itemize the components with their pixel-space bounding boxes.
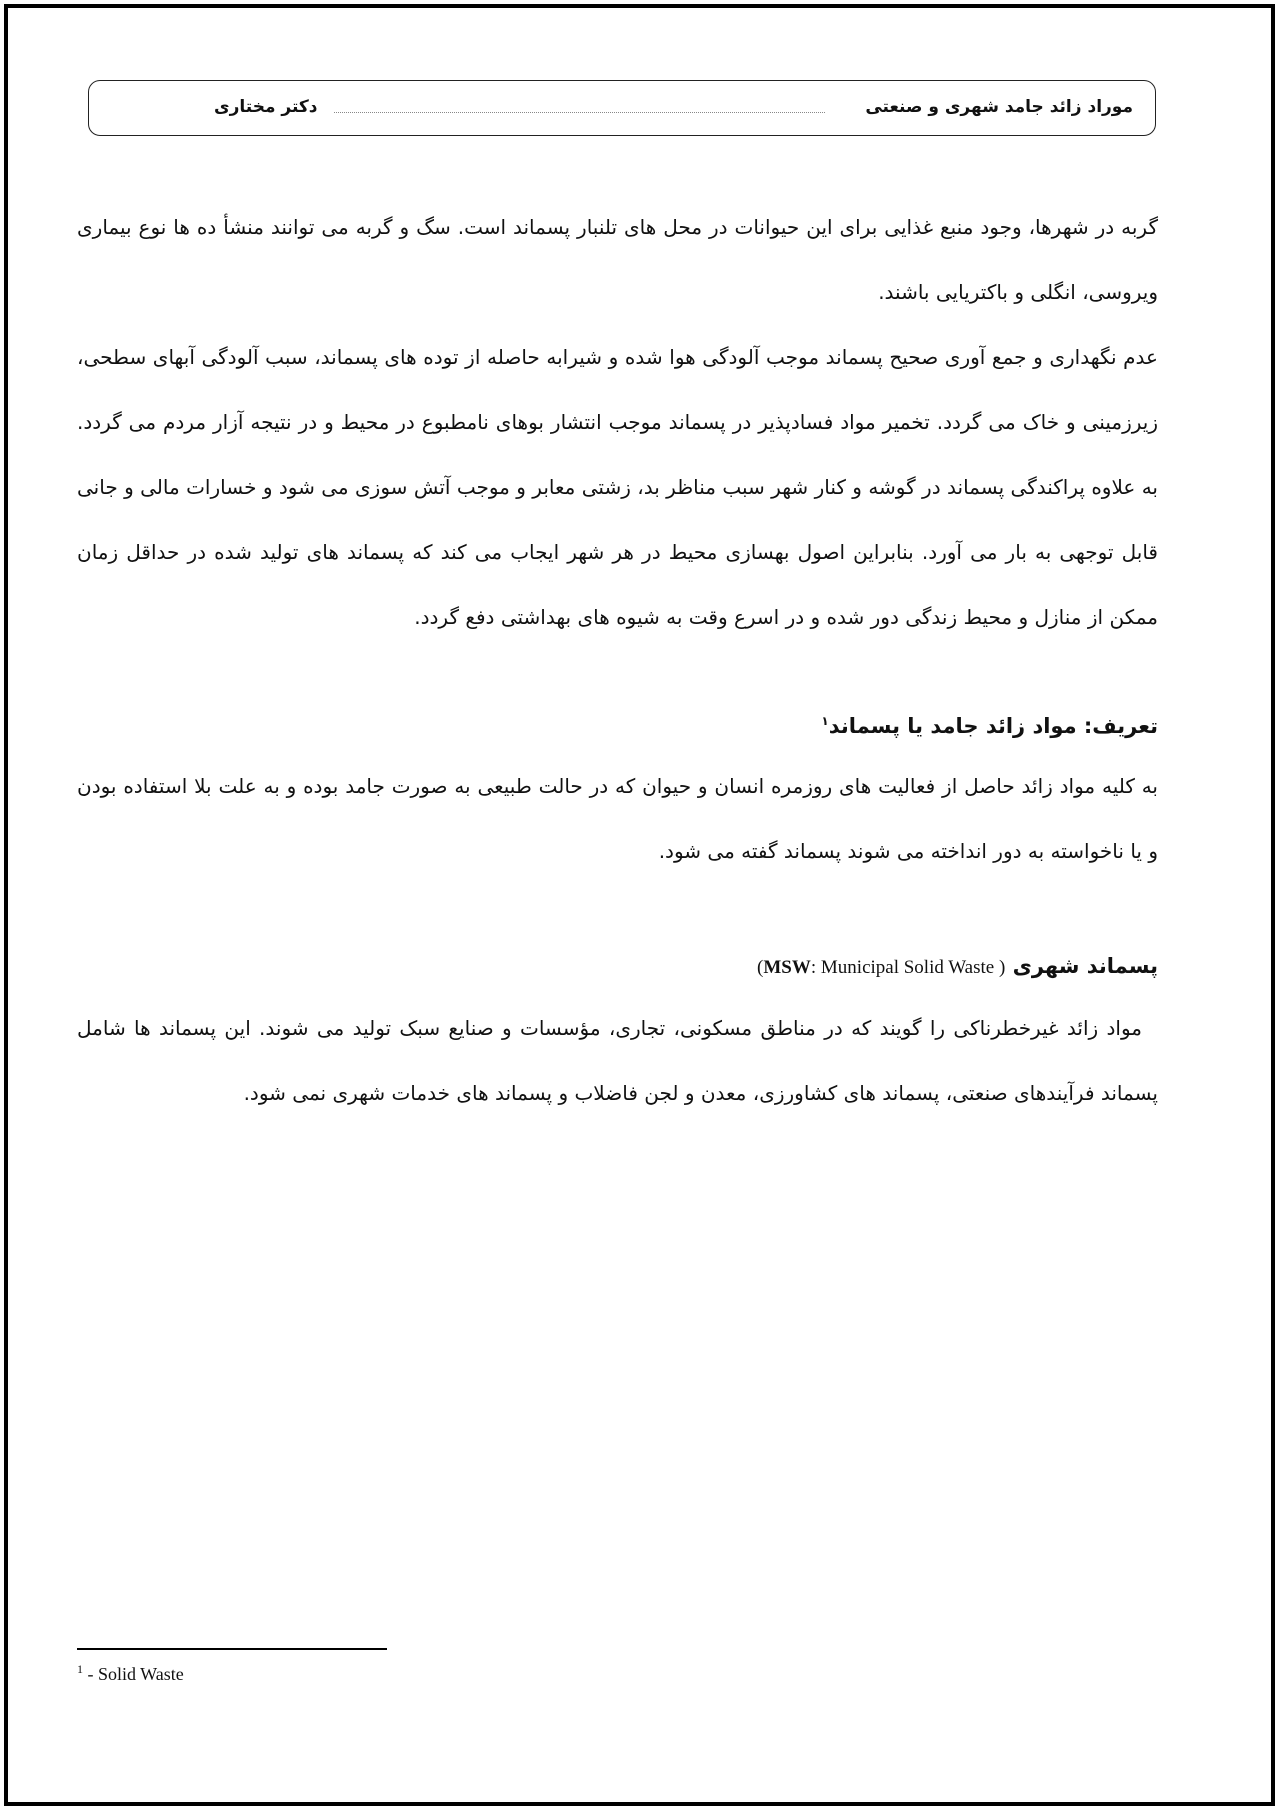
footnote-divider	[77, 1648, 387, 1650]
paragraph-pollution: عدم نگهداری و جمع آوری صحیح پسماند موجب آلودگی هوا شده و شیرابه حاصله از توده های پسماند، سبب آلودگی آبهای سطحی، زیرزمینی و خاک می گردد. تخمیر مواد فسادپذیر در پسماند موجب انتشار بوهای نامطبوع در محیط و در نتیجه آزار مردم می گردد. به علاوه پراکندگی پسماند در گوشه و کنار شهر سبب مناظر بد، زشتی معابر و موجب آتش سوزی می شود و خسارات مالی و جانی قابل توجهی به بار می آورد. بنابراین اصول بهسازی محیط در هر شهر ایجاب می کند که پسماند های تولید شده در حداقل زمان ممکن از منازل و محیط زندگی دور شده و در اسرع وقت به شیوه های بهداشتی دفع گردد.	[77, 345, 1158, 629]
header-title: موراد زائد جامد شهری و صنعتی	[865, 97, 1133, 117]
spacer	[77, 650, 1158, 698]
header-author: دکتر مختاری	[214, 97, 318, 117]
msw-english-term	[757, 957, 1005, 978]
footnote-number: 1	[77, 1662, 83, 1676]
open-paren: (	[757, 957, 764, 978]
close-paren: )	[998, 957, 1006, 978]
footnote-reference: ۱	[821, 714, 829, 728]
definition-heading-text: تعریف: مواد زائد جامد یا پسماند	[828, 714, 1158, 738]
definition-heading	[77, 698, 1158, 754]
header-dotted-divider	[334, 112, 825, 113]
msw-heading-text: پسماند شهری	[1012, 954, 1158, 978]
footnote	[77, 1662, 184, 1685]
page-header	[88, 80, 1156, 136]
paragraph-intro: گربه در شهرها، وجود منبع غذایی برای این حیوانات در محل های تلنبار پسماند است. سگ و گربه می توانند منشأ ده ها نوع بیماری ویروسی، انگلی و باکتریایی باشند.	[77, 215, 1158, 304]
msw-heading	[77, 938, 1158, 996]
msw-english: Municipal Solid Waste	[820, 957, 995, 978]
msw-abbr: MSW	[763, 957, 811, 978]
msw-text: مواد زائد غیرخطرناکی را گویند که در مناطق مسکونی، تجاری، مؤسسات و صنایع سبک تولید می شوند. این پسماند ها شامل پسماند فرآیندهای صنعتی، پسماند های کشاورزی، معدن و لجن فاضلاب و پسماند های خدمات شهری نمی شود.	[77, 1016, 1158, 1105]
footnote-text: - Solid Waste	[83, 1664, 184, 1684]
definition-text: به کلیه مواد زائد حاصل از فعالیت های روزمره انسان و حیوان که در حالت طبیعی به صورت جامد بوده و به علت بلا استفاده بودن و یا ناخواسته به دور انداخته می شوند پسماند گفته می شود.	[77, 774, 1158, 863]
spacer	[77, 884, 1158, 938]
separator: :	[810, 957, 817, 978]
document-body	[77, 195, 1158, 1126]
